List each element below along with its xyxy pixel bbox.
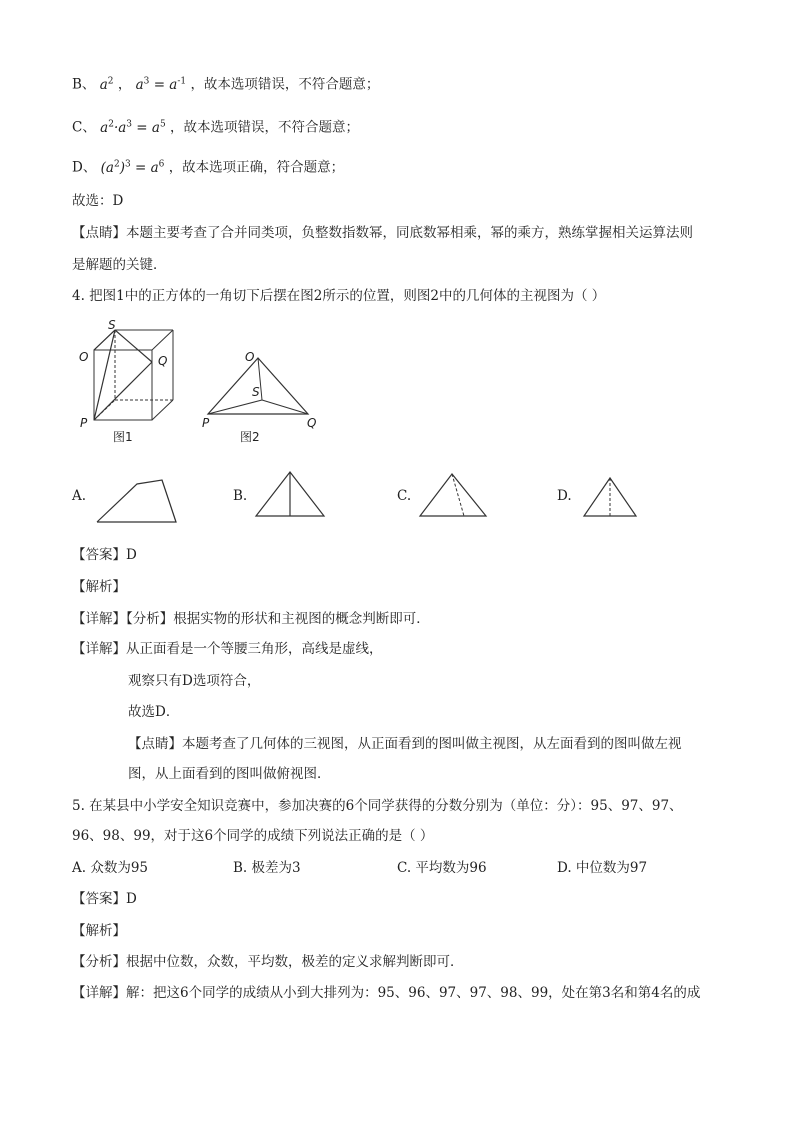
q4-answer: 【答案】D xyxy=(72,547,137,563)
q5-option-c: C. 平均数为96 xyxy=(397,860,487,876)
q5-option-d: D. 中位数为97 xyxy=(557,860,648,876)
q4-option-d-label: D. xyxy=(557,488,572,504)
q5-analysis-heading: 【解析】 xyxy=(72,923,126,939)
fig2-label-s: S xyxy=(252,385,260,399)
fig1-label-o: O xyxy=(79,350,89,364)
fig1-label-q: Q xyxy=(158,354,168,368)
choose-line: 故选：D xyxy=(72,193,124,209)
q5-option-a: A. 众数为95 xyxy=(72,860,149,876)
q5-answer: 【答案】D xyxy=(72,891,137,907)
figure-1-cube xyxy=(82,322,182,422)
math-power: $(a^2)^3 = a^6$ xyxy=(100,159,165,176)
q4-analysis-heading: 【解析】 xyxy=(72,579,126,595)
q5-analysis-text: 【分析】根据中位数，众数，平均数，极差的定义求解判断即可． xyxy=(72,954,464,970)
math-a3-eq: $a^3 = a^{-1}$ xyxy=(135,76,187,93)
fig2-label-p: P xyxy=(202,416,210,430)
math-a2-a3: $a^2\cdot a^3 = a^5$ xyxy=(100,119,166,136)
figure-2-solid xyxy=(200,352,320,422)
fig1-label-s: S xyxy=(108,318,116,332)
comment-line-2: 是解题的关键． xyxy=(72,257,167,273)
q5-option-b: B. 极差为3 xyxy=(233,860,301,876)
q5-stem-1: 5. 在某县中小学安全知识竞赛中，参加决赛的6个同学获得的分数分别为（单位：分）：95、97、97、 xyxy=(72,798,683,814)
q4-detail-2: 【详解】从正面看是一个等腰三角形，高线是虚线， xyxy=(72,641,383,657)
q4-option-a-figure xyxy=(92,478,182,528)
q4-option-c-figure xyxy=(416,470,496,520)
q4-stem: 4. 把图1中的正方体的一角切下后摆在图2所示的位置，则图2中的几何体的主视图为（ ） xyxy=(72,288,606,304)
q4-option-b-figure xyxy=(252,470,332,520)
q4-option-c-label: C. xyxy=(397,488,412,504)
q4-option-b-label: B. xyxy=(233,488,248,504)
math-a2: $a^2$ xyxy=(99,76,114,93)
q4-comment-2: 图，从上面看到的图叫做俯视图． xyxy=(128,766,331,782)
fig2-label-q: Q xyxy=(307,416,317,430)
fig2-caption: 图2 xyxy=(240,430,260,444)
q4-option-a-label: A. xyxy=(72,488,87,504)
q4-comment-1: 【点睛】本题考查了几何体的三视图，从正面看到的图叫做主视图，从左面看到的图叫做左视 xyxy=(128,736,682,752)
option-c-line: C、 $a^2\cdot a^3 = a^5$ ，故本选项错误，不符合题意； xyxy=(72,119,359,136)
q4-detail-4: 故选D． xyxy=(128,704,180,720)
fig2-label-o: O xyxy=(245,350,255,364)
fig1-label-p: P xyxy=(80,416,88,430)
comment-line-1: 【点睛】本题主要考查了合并同类项，负整数指数幂，同底数幂相乘，幂的乘方，熟练掌握相关运算法则 xyxy=(72,225,693,241)
option-d-line: D、 $(a^2)^3 = a^6$ ，故本选项正确，符合题意； xyxy=(72,159,345,176)
option-b-line: B、 $a^2$ ， $a^3 = a^{-1}$ ，故本选项错误，不符合题意； xyxy=(72,76,380,93)
fig1-caption: 图1 xyxy=(113,430,133,444)
q4-detail-3: 观察只有D选项符合， xyxy=(128,673,261,689)
q5-detail: 【详解】解：把这6个同学的成绩从小到大排列为：95、96、97、97、98、99，处在第3名和第4名的成 xyxy=(72,985,701,1001)
q4-detail-1: 【详解】【分析】根据实物的形状和主视图的概念判断即可． xyxy=(72,611,430,627)
q5-stem-2: 96、98、99，对于这6个同学的成绩下列说法正确的是（ ） xyxy=(72,828,434,844)
q4-option-d-figure xyxy=(580,474,650,524)
